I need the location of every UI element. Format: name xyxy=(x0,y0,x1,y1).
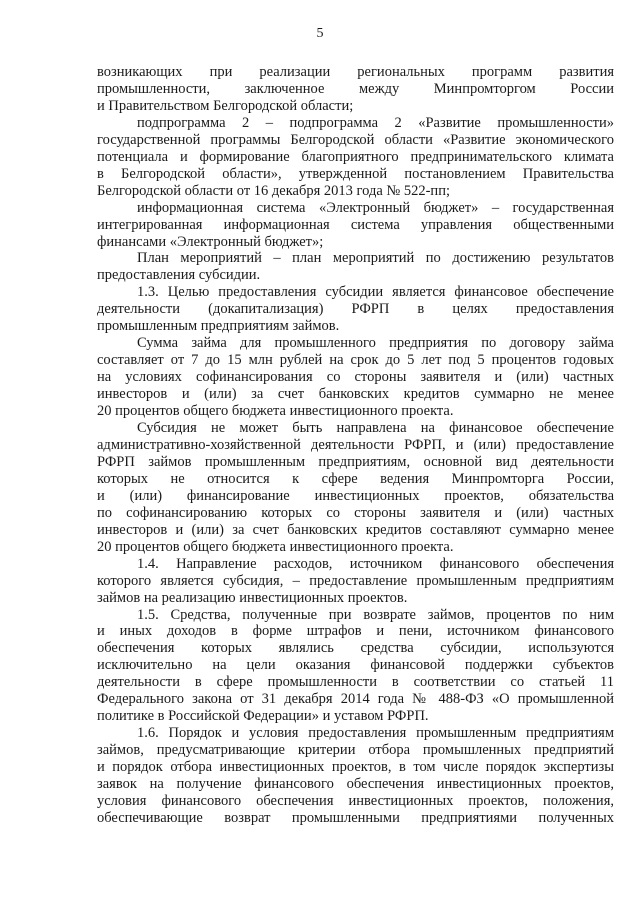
text-line: составляет от 7 до 15 млн рублей на срок до 5 лет под 5 процентов годовых xyxy=(97,352,614,369)
text-line: политике в Российской Федерации» и уставом РФРП. xyxy=(97,708,429,725)
text-line: информационная система «Электронный бюджет» – государственная xyxy=(137,199,614,216)
document-body xyxy=(97,64,614,827)
text-line: Белгородской области от 16 декабря 2013 года № 522-пп; xyxy=(97,182,450,199)
text-line: РФРП займов промышленным предприятиям, основной вид деятельности xyxy=(97,453,614,470)
text-line: административно-хозяйственной деятельности РФРП, и (или) предоставление xyxy=(97,436,614,453)
text-line: займов, предусматривающие критерии отбора промышленных предприятий xyxy=(97,742,614,759)
text-line: подпрограмма 2 – подпрограмма 2 «Развитие промышленности» xyxy=(137,114,614,131)
text-line: Федерального закона от 31 декабря 2014 года № 488-ФЗ «О промышленной xyxy=(97,691,614,708)
text-line: в Белгородской области», утвержденной постановлением Правительства xyxy=(97,165,614,182)
text-line: и Правительством Белгородской области; xyxy=(97,97,354,114)
text-line: инвесторов и (или) за счет банковских кредитов составляют суммарно менее xyxy=(97,521,614,538)
text-line: деятельности в сфере промышленности в соответствии со статьей 11 xyxy=(97,674,614,691)
text-line: План мероприятий – план мероприятий по достижению результатов xyxy=(137,250,614,267)
text-line: и (или) финансирование инвестиционных проектов, обязательства xyxy=(97,487,614,504)
text-line: интегрированная информационная система управления общественными xyxy=(97,216,614,233)
text-line: условия финансового обеспечения инвестиционных проектов, положения, xyxy=(97,792,614,809)
text-line: 1.5. Средства, полученные при возврате займов, процентов по ним xyxy=(137,606,614,623)
text-line: инвесторов и (или) за счет банковских кредитов суммарно не менее xyxy=(97,386,614,403)
text-line: деятельности (докапитализация) РФРП в целях предоставления xyxy=(97,301,614,318)
page-number: 5 xyxy=(316,26,324,41)
text-line: займов на реализацию инвестиционных проектов. xyxy=(97,589,408,606)
text-line: и порядок отбора инвестиционных проектов, в том числе порядок экспертизы xyxy=(97,759,614,776)
text-line: промышленным предприятиям займов. xyxy=(97,318,340,335)
text-line: возникающих при реализации региональных программ развития xyxy=(97,64,614,80)
text-line: заявок на получение финансового обеспечения инвестиционных проектов, xyxy=(97,776,614,793)
text-line: 20 процентов общего бюджета инвестиционного проекта. xyxy=(97,403,454,420)
text-line: потенциала и формирование благоприятного предпринимательского климата xyxy=(97,148,614,165)
text-line: Сумма займа для промышленного предприятия по договору займа xyxy=(137,335,614,352)
text-line: по софинансированию которых со стороны заявителя и (или) частных xyxy=(97,504,614,521)
text-line: 1.3. Целью предоставления субсидии является финансовое обеспечение xyxy=(137,284,614,301)
text-line: 1.4. Направление расходов, источником финансового обеспечения xyxy=(137,555,614,572)
text-line: 20 процентов общего бюджета инвестиционного проекта. xyxy=(97,538,454,555)
text-line: которого является субсидия, – предоставление промышленным предприятиям xyxy=(97,572,614,589)
text-line: обеспечивающие возврат промышленными предприятиями полученных xyxy=(97,809,614,826)
text-line: промышленности, заключенное между Минпромторгом России xyxy=(97,80,614,97)
text-line: и иных доходов в форме штрафов и пени, источником финансового xyxy=(97,623,614,640)
text-line: финансами «Электронный бюджет»; xyxy=(97,233,324,250)
text-line: которых не относится к сфере ведения Минпромторга России, xyxy=(97,470,614,487)
text-line: Субсидия не может быть направлена на финансовое обеспечение xyxy=(137,420,614,437)
text-line: на условиях софинансирования со стороны заявителя и (или) частных xyxy=(97,369,614,386)
text-line: обеспечения которых являлись средства субсидии, используются xyxy=(97,640,614,657)
text-line: 1.6. Порядок и условия предоставления промышленным предприятиям xyxy=(137,725,614,742)
text-line: исключительно на цели оказания финансовой поддержки субъектов xyxy=(97,657,614,674)
text-line: государственной программы Белгородской области «Развитие экономического xyxy=(97,131,614,148)
text-line: предоставления субсидии. xyxy=(97,267,261,284)
